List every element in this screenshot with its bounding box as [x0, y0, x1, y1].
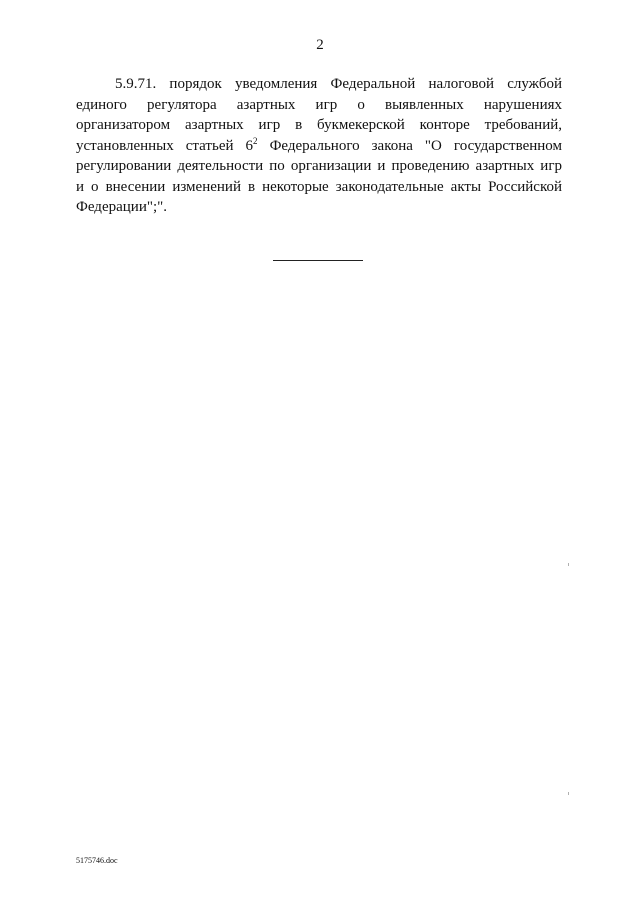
paragraph-line: Федерации";". [76, 199, 168, 215]
document-code: 5175746.doc [76, 856, 118, 865]
paragraph-line: организатором азартных игр в букмекерской конторе требований, [76, 117, 562, 133]
page-number: 2 [316, 37, 324, 53]
article-superscript: 2 [253, 135, 258, 146]
end-divider [273, 260, 363, 261]
paragraph-line: 5.9.71. порядок уведомления Федеральной налоговой службой [115, 76, 562, 92]
paragraph-line: и о внесении изменений в некоторые законодательные акты Российской [76, 178, 562, 195]
paragraph-line: единого регулятора азартных игр о выявленных нарушениях [76, 96, 562, 113]
paragraph-line [76, 136, 562, 157]
paragraph-text: Федерального закона "О государственном [257, 137, 562, 154]
paragraph-text: установленных статьей 6 [76, 137, 254, 154]
paragraph-line: регулировании деятельности по организации и проведению азартных игр [76, 158, 562, 174]
scan-speck [568, 563, 569, 566]
scan-speck [568, 792, 569, 795]
paragraph-5-9-71 [76, 74, 562, 218]
